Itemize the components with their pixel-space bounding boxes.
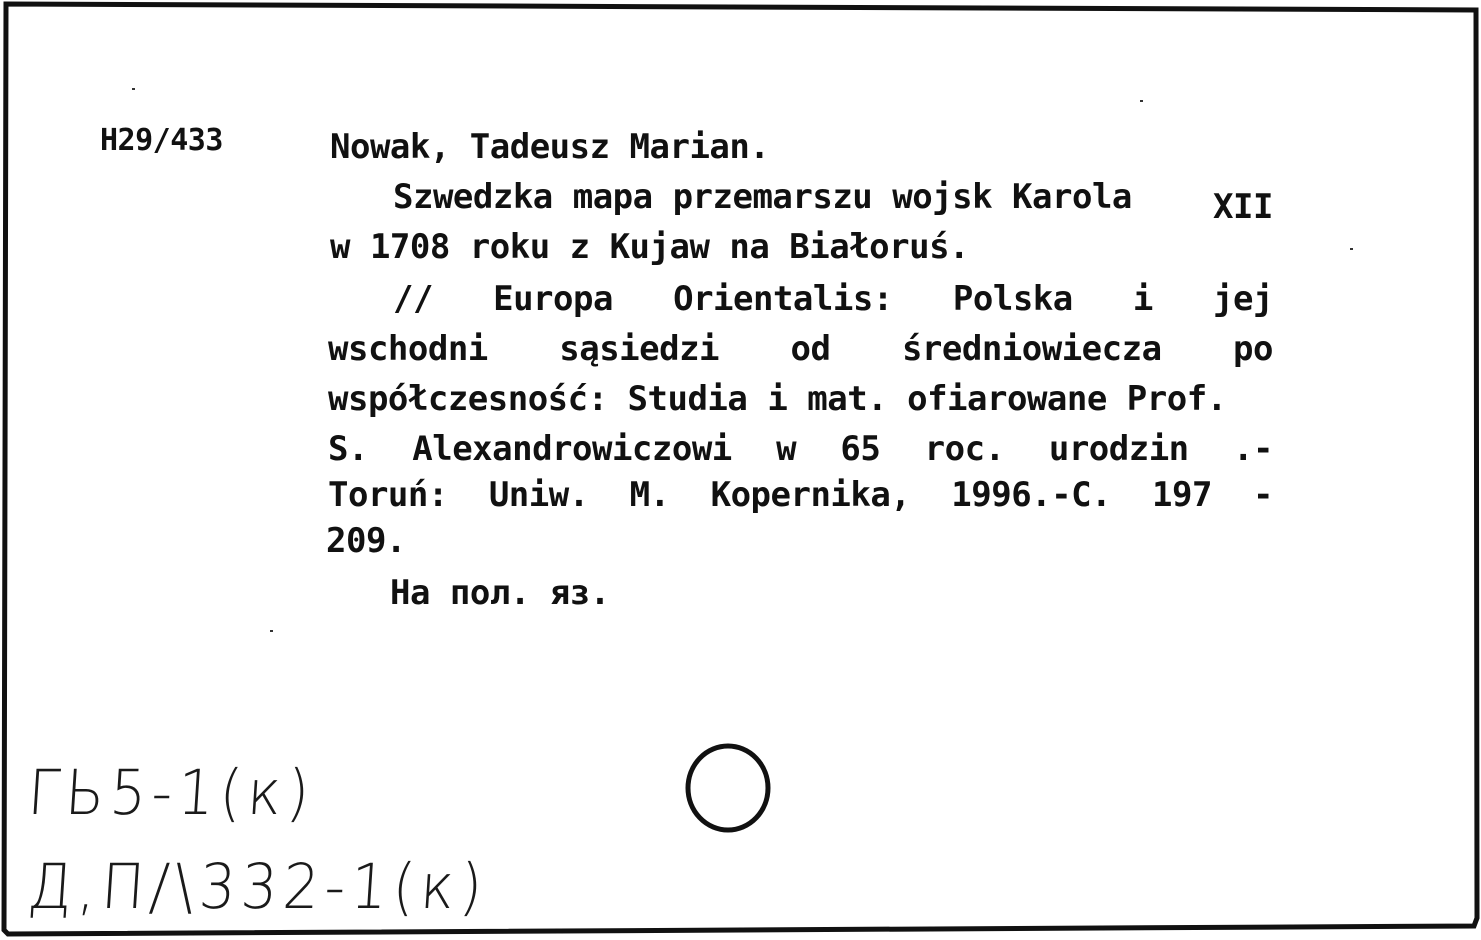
speck: [132, 88, 135, 90]
source-word: jej: [1213, 279, 1273, 319]
source-word: urodzin: [1048, 429, 1189, 469]
source-word: M.: [629, 475, 670, 515]
source-word: 1996.-C.: [951, 475, 1112, 515]
speck: [1140, 100, 1143, 102]
source-word: średniowiecza: [901, 329, 1162, 369]
source-line-1: [393, 279, 1273, 319]
source-word: 65: [840, 429, 881, 469]
source-word: Uniw.: [488, 475, 589, 515]
source-word: S.: [328, 429, 368, 469]
source-word: Europa: [493, 279, 613, 319]
title-line-2: w 1708 roku z Kujaw na Białoruś.: [330, 227, 970, 267]
language-note: На пол. яз.: [390, 573, 610, 613]
source-line-5: [328, 475, 1273, 515]
title-line-1-numeral: XII: [1213, 187, 1273, 227]
source-word: Orientalis:: [673, 279, 893, 319]
handwritten-code-2: Д,П/\332-1(к): [25, 850, 491, 923]
source-word: Toruń:: [328, 475, 448, 515]
circle-mark-icon: [685, 743, 771, 833]
source-line-2: [328, 329, 1273, 369]
source-word: .-: [1232, 429, 1273, 469]
source-word: 197: [1152, 475, 1212, 515]
title-line-1: Szwedzka mapa przemarszu wojsk Karola: [393, 177, 1132, 217]
source-word: w: [776, 429, 797, 469]
source-word: sąsiedzi: [559, 329, 720, 369]
source-word: od: [790, 329, 831, 369]
handwritten-code-1: ГЬ5-1(к): [25, 756, 317, 829]
speck: [1350, 248, 1353, 250]
source-line-3: współczesność: Studia i mat. ofiarowane Prof.: [328, 379, 1227, 419]
source-word: Kopernika,: [710, 475, 911, 515]
source-line-6: 209.: [326, 521, 406, 561]
source-word: Polska: [952, 279, 1073, 319]
speck: [270, 630, 273, 632]
shelf-mark: H29/433: [100, 123, 223, 158]
author-heading: Nowak, Tadeusz Marian.: [330, 127, 770, 167]
source-line-4: [328, 429, 1273, 469]
source-word: -: [1252, 475, 1273, 515]
source-word: Alexandrowiczowi: [412, 429, 732, 469]
source-word: //: [393, 279, 433, 319]
source-word: wschodni: [328, 329, 488, 369]
source-word: po: [1233, 329, 1273, 369]
source-word: roc.: [924, 429, 1005, 469]
source-word: i: [1132, 279, 1153, 319]
